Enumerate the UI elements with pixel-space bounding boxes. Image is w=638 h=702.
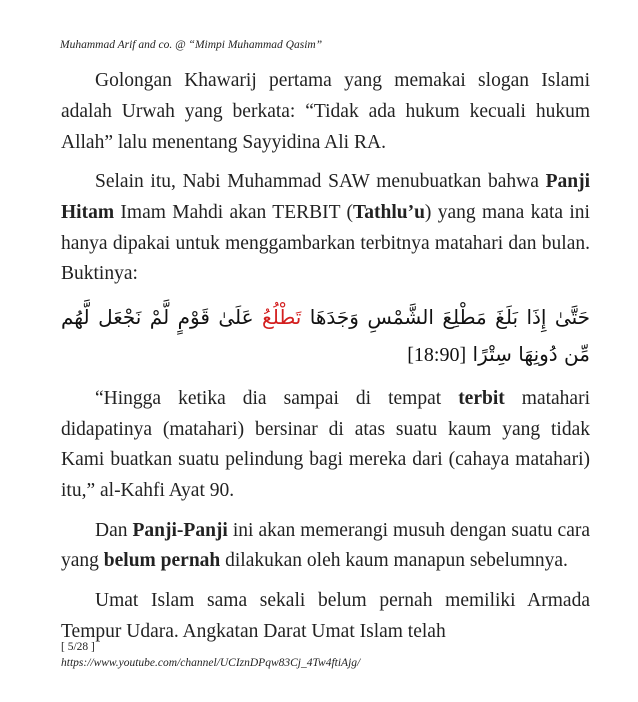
paragraph-text: Imam Mahdi akan TERBIT ( (114, 201, 354, 223)
paragraph-text: Umat Islam sama sekali belum pernah memiliki Armada Tempur Udara. Angkatan Darat Umat Islam telah (61, 589, 590, 642)
paragraph-text: ) yang mana kata ini hanya dipakai untuk menggambarkan terbitnya matahari dan bulan. Buktinya: (61, 201, 590, 285)
verse-reference: [18:90] (407, 343, 467, 366)
bold-term: belum pernah (103, 550, 221, 572)
quran-verse (61, 299, 590, 374)
footer-link[interactable]: https://www.youtube.com/channel/UCIznDPqw83Cj_4Tw4ftiAjg/ (61, 657, 361, 669)
document-body (61, 66, 590, 656)
paragraph-text: Dan (95, 519, 133, 541)
bold-term: Panji-Panji (132, 519, 228, 541)
paragraph-khawarij (61, 66, 590, 158)
bold-term: Tathlu’u (353, 201, 425, 223)
paragraph-text: ini akan memerangi musuh dengan suatu cara yang (61, 519, 590, 572)
paragraph-text: dilakukan oleh kaum manapun sebelumnya. (220, 550, 568, 572)
verse-text: حَتَّىٰ إِذَا بَلَغَ مَطْلِعَ الشَّمْسِ وَجَدَهَا (301, 304, 590, 329)
document-header: Muhammad Arif and co. @ “Mimpi Muhammad Qasim” (60, 39, 323, 51)
paragraph-translation (61, 384, 590, 507)
paragraph-text: “Hingga ketika dia sampai di tempat (95, 387, 459, 409)
paragraph-panji-panji (61, 516, 590, 578)
paragraph-armada (61, 586, 590, 648)
paragraph-text: Golongan Khawarij pertama yang memakai slogan Islami adalah Urwah yang berkata: “Tidak ada hukum kecuali hukum Allah” lalu menentang Sayyidina Ali RA. (61, 70, 590, 153)
paragraph-panji-hitam (61, 167, 590, 290)
bold-term: terbit (458, 387, 505, 409)
page-number: [ 5/28 ] (61, 641, 95, 653)
verse-highlight: تَطْلُعُ (262, 304, 302, 329)
verse-text: عَلَىٰ قَوْمٍ لَّمْ نَجْعَل لَّهُم مِّن دُونِهَا سِتْرًا (61, 304, 590, 366)
paragraph-text: matahari didapatinya (matahari) bersinar di atas suatu kaum yang tidak Kami buatkan suatu pelindung bagi mereka dari (cahaya matahari) itu,” al-Kahfi Ayat 90. (61, 387, 590, 502)
paragraph-text: Selain itu, Nabi Muhammad SAW menubuatkan bahwa (95, 170, 546, 192)
bold-term: Panji Hitam (61, 170, 590, 223)
